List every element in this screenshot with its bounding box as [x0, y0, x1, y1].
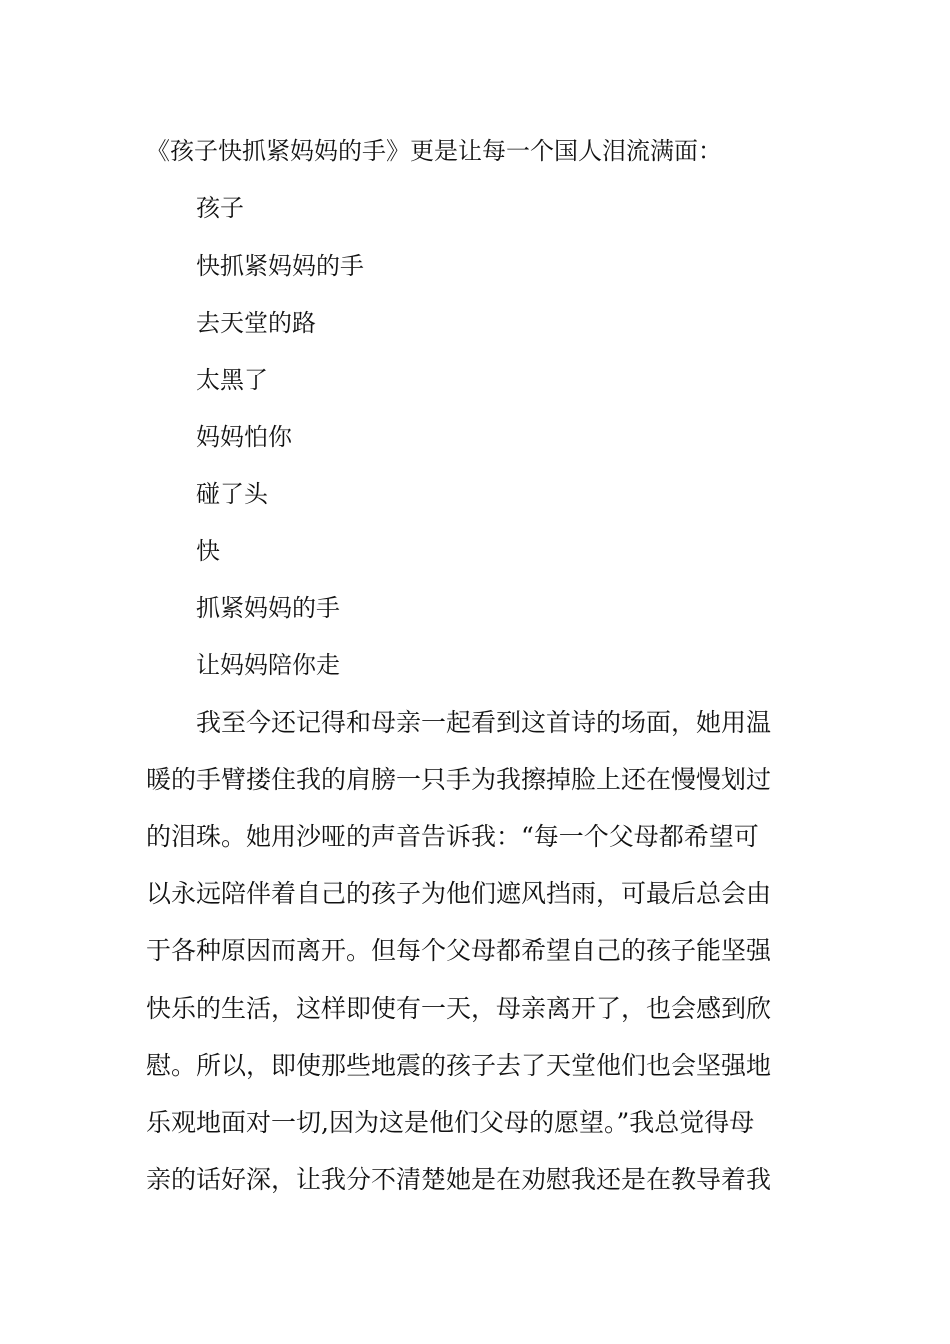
poem-line: 抓紧妈妈的手 [196, 594, 340, 622]
paragraph-line: 快乐的生活，这样即使有一天，母亲离开了，也会感到欣 [146, 994, 772, 1023]
paragraph-line: 暖的手臂搂住我的肩膀一只手为我擦掉脸上还在慢慢划过 [146, 765, 772, 794]
poem-line: 碰了头 [196, 480, 268, 508]
intro-line: 《孩子快抓紧妈妈的手》更是让每一个国人泪流满面： [146, 137, 722, 165]
poem-line: 去天堂的路 [196, 309, 316, 337]
poem-line: 妈妈怕你 [196, 423, 292, 451]
paragraph-line: 乐观地面对一切,因为这是他们父母的愿望。”我总觉得母 [146, 1108, 755, 1137]
paragraph-line: 的泪珠。她用沙哑的声音告诉我：“每一个父母都希望可 [146, 822, 759, 851]
paragraph-line: 亲的话好深，让我分不清楚她是在劝慰我还是在教导着我 [146, 1165, 772, 1194]
paragraph-line: 我至今还记得和母亲一起看到这首诗的场面，她用温 [196, 708, 772, 737]
poem-line: 太黑了 [196, 366, 268, 394]
poem-line: 快抓紧妈妈的手 [196, 252, 364, 280]
poem-line: 孩子 [196, 194, 244, 222]
paragraph-line: 慰。所以，即使那些地震的孩子去了天堂他们也会坚强地 [146, 1051, 772, 1080]
poem-line: 让妈妈陪你走 [196, 651, 340, 679]
paragraph-line: 以永远陪伴着自己的孩子为他们遮风挡雨，可最后总会由 [146, 879, 772, 908]
paragraph-line: 于各种原因而离开。但每个父母都希望自己的孩子能坚强 [146, 936, 772, 965]
poem-line: 快 [196, 537, 220, 565]
